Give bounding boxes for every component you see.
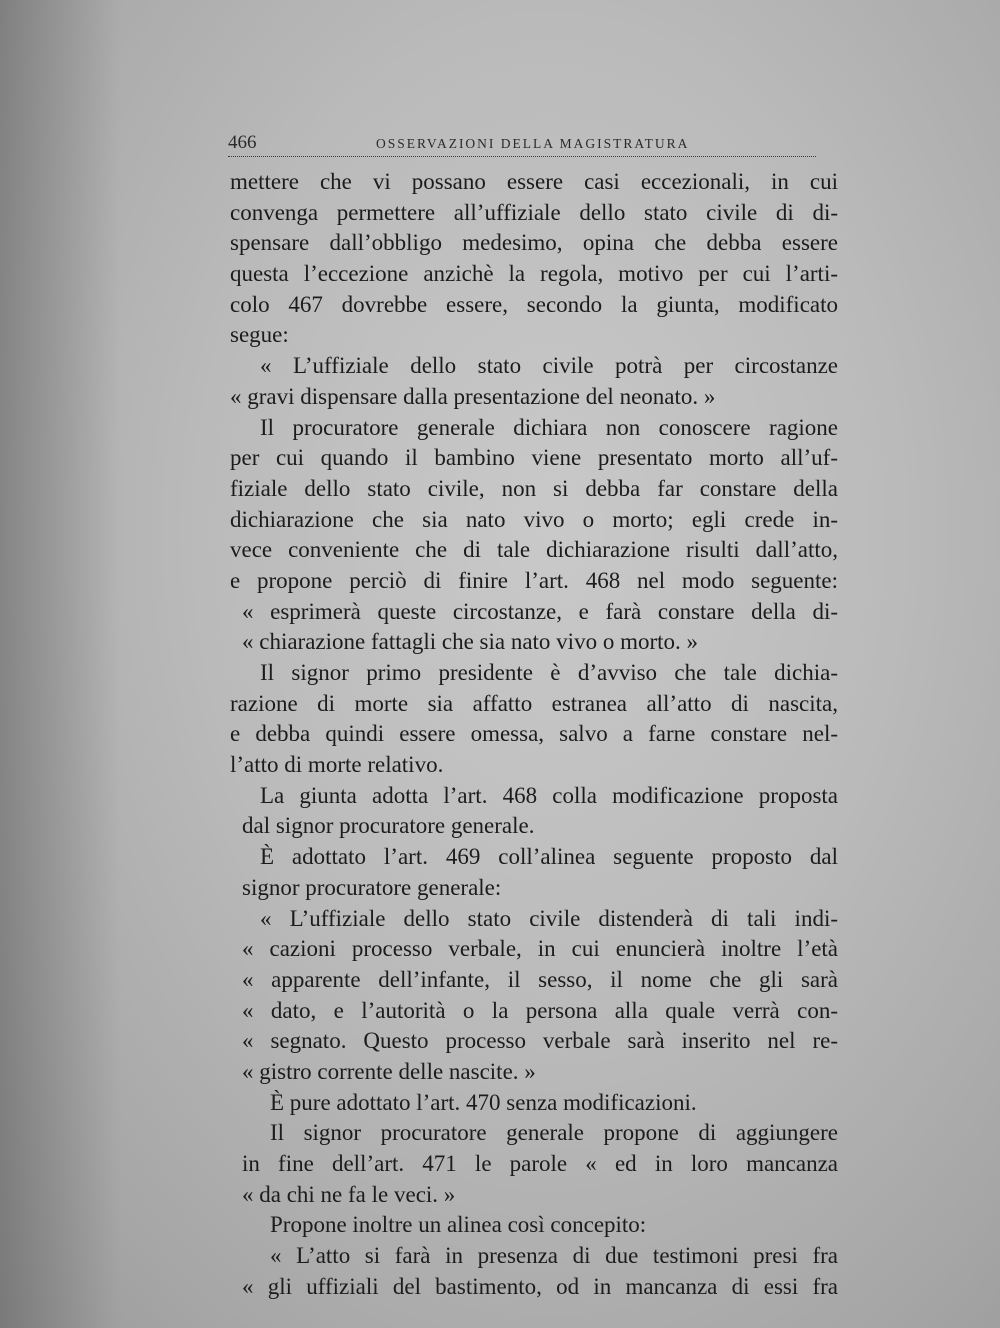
text-line: « gli uffiziali del bastimento, od in mancanza di essi fra: [242, 1273, 838, 1299]
text-line: l’atto di morte relativo.: [230, 752, 444, 778]
text-line: « dato, e l’autorità o la persona alla quale verrà con-: [242, 997, 838, 1023]
text-line: È adottato l’art. 469 coll’alinea seguente proposto dal: [260, 844, 838, 870]
text-line: razione di morte sia affatto estranea all’atto di nascita,: [230, 690, 838, 716]
text-line: « cazioni processo verbale, in cui enuncierà inoltre l’età: [242, 936, 838, 962]
text-line: mettere che vi possano essere casi eccezionali, in cui: [230, 169, 838, 194]
running-title: OSSERVAZIONI DELLA MAGISTRATURA: [376, 136, 690, 151]
text-line: e debba quindi essere omessa, salvo a farne constare nel-: [230, 721, 838, 747]
text-line: La giunta adotta l’art. 468 colla modificazione proposta: [260, 782, 838, 808]
text-line: « gistro corrente delle nascite. »: [242, 1058, 536, 1084]
text-line: « L’uffiziale dello stato civile distenderà di tali indi-: [260, 905, 838, 931]
text-line: « da chi ne fa le veci. »: [242, 1181, 456, 1207]
text-line: « segnato. Questo processo verbale sarà inserito nel re-: [242, 1028, 838, 1054]
text-line: segue:: [230, 322, 289, 348]
text-line: dichiarazione che sia nato vivo o morto; egli crede in-: [230, 506, 838, 532]
text-line: « chiarazione fattagli che sia nato vivo o morto. »: [242, 629, 699, 655]
text-line: « L’atto si farà in presenza di due testimoni presi fra: [270, 1243, 838, 1269]
page-number: 466: [228, 132, 257, 153]
text-line: e propone perciò di finire l’art. 468 nel modo seguente:: [230, 567, 838, 593]
text-line: Propone inoltre un alinea così concepito:: [270, 1212, 647, 1238]
text-line: in fine dell’art. 471 le parole « ed in loro mancanza: [242, 1151, 838, 1176]
text-line: « L’uffiziale dello stato civile potrà per circostanze: [260, 353, 838, 379]
text-line: questa l’eccezione anzichè la regola, motivo per cui l’arti-: [230, 261, 838, 287]
text-line: vece conveniente che di tale dichiarazione risulti dall’atto,: [230, 537, 838, 563]
text-line: signor procuratore generale:: [242, 874, 502, 900]
text-line: Il signor procuratore generale propone di aggiungere: [270, 1120, 838, 1146]
text-line: spensare dall’obbligo medesimo, opina che debba essere: [230, 230, 838, 256]
text-line: per cui quando il bambino viene presentato morto all’uf-: [230, 445, 838, 471]
text-line: È pure adottato l’art. 470 senza modificazioni.: [270, 1089, 697, 1115]
text-line: « gravi dispensare dalla presentazione del neonato. »: [230, 383, 716, 409]
text-line: convenga permettere all’uffiziale dello stato civile di di-: [230, 199, 838, 225]
body-text: [230, 167, 838, 1302]
text-line: dal signor procuratore generale.: [242, 813, 535, 839]
text-line: « esprimerà queste circostanze, e farà constare della di-: [242, 598, 838, 624]
page-header: [228, 130, 816, 157]
text-line: fiziale dello stato civile, non si debba far constare della: [230, 475, 838, 501]
text-line: colo 467 dovrebbe essere, secondo la giunta, modificato: [230, 291, 838, 317]
text-line: « apparente dell’infante, il sesso, il nome che gli sarà: [242, 966, 838, 992]
text-line: Il procuratore generale dichiara non conoscere ragione: [260, 414, 838, 440]
text-line: Il signor primo presidente è d’avviso che tale dichia-: [260, 660, 838, 685]
